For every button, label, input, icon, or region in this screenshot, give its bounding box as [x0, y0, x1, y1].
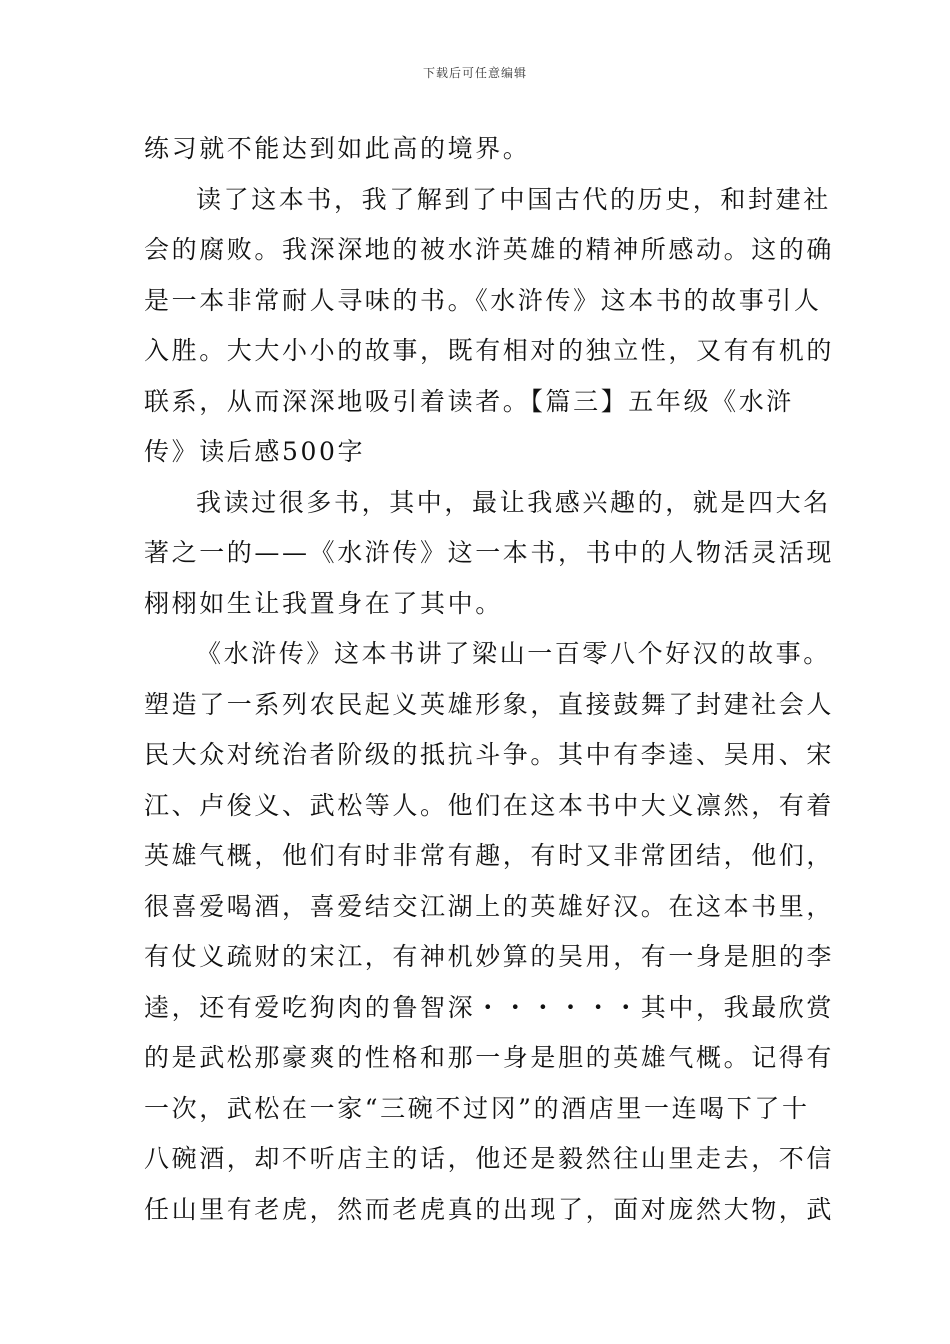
text-line: 江、卢俊义、武松等人。他们在这本书中大义凛然，有着: [144, 790, 835, 820]
text-line: 民大众对统治者阶级的抵抗斗争。其中有李逵、吴用、宋: [144, 740, 835, 769]
text-line: 会的腐败。我深深地的被水浒英雄的精神所感动。这的确: [144, 235, 835, 264]
text-line: 很喜爱喝酒，喜爱结交江湖上的英雄好汉。在这本书里，: [144, 891, 835, 921]
text-line: 是一本非常耐人寻味的书。《水浒传》这本书的故事引人: [144, 285, 822, 315]
text-line: 我读过很多书，其中，最让我感兴趣的，就是四大名: [196, 487, 831, 517]
text-line: 入胜。大大小小的故事，既有相对的独立性，又有有机的: [144, 336, 835, 365]
text-line: 一次，武松在一家“三碗不过冈”的酒店里一连喝下了十: [144, 1093, 810, 1123]
text-line: 任山里有老虎，然而老虎真的出现了，面对庞然大物，武: [144, 1194, 835, 1224]
text-line: 英雄气概，他们有时非常有趣，有时又非常团结，他们，: [144, 841, 835, 870]
text-line: 八碗酒，却不听店主的话，他还是毅然往山里走去，不信: [144, 1144, 835, 1173]
text-line: 传》读后感500字: [144, 437, 366, 466]
page-header: 下载后可任意编辑: [422, 66, 527, 80]
text-line: 著之一的——《水浒传》这一本书，书中的人物活灵活现: [144, 538, 835, 567]
text-line: 塑造了一系列农民起义英雄形象，直接鼓舞了封建社会人: [144, 689, 835, 719]
text-line: 练习就不能达到如此高的境界。: [144, 134, 531, 163]
text-line: 联系，从而深深地吸引着读者。【篇三】五年级《水浒: [144, 386, 794, 416]
text-line: 读了这本书，我了解到了中国古代的历史，和封建社: [196, 184, 831, 214]
text-line: 栩栩如生让我置身在了其中。: [144, 588, 503, 618]
text-line: 的是武松那豪爽的性格和那一身是胆的英雄气概。记得有: [144, 1043, 835, 1072]
document-body: [144, 124, 835, 1235]
text-line: 《水浒传》这本书讲了梁山一百零八个好汉的故事。: [196, 639, 831, 668]
text-line: 逵，还有爱吃狗肉的鲁智深・・・・・・其中，我最欣赏: [144, 992, 835, 1022]
text-line: 有仗义疏财的宋江，有神机妙算的吴用，有一身是胆的李: [144, 942, 835, 971]
